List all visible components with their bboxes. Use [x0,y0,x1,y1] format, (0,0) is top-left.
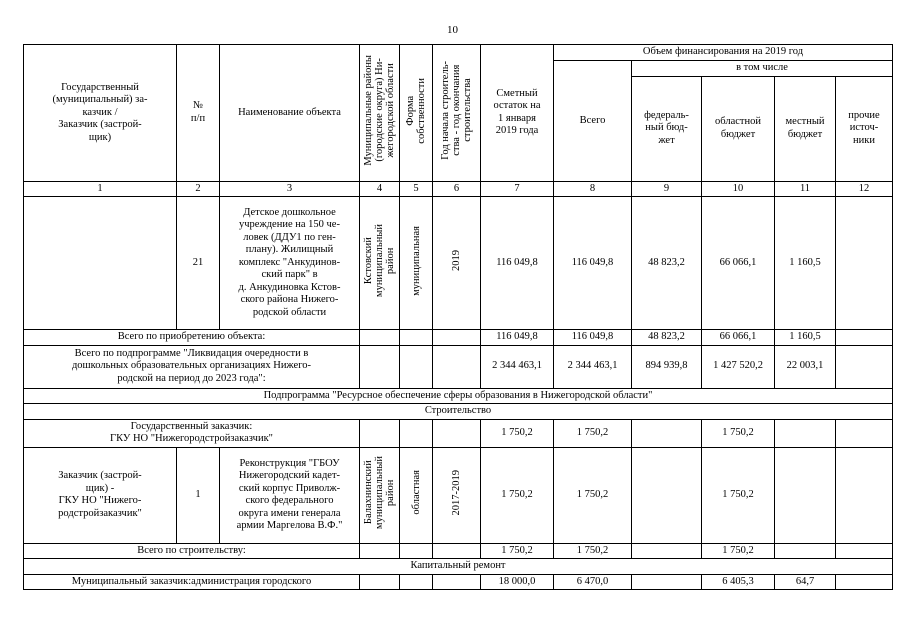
cell-federal: 48 823,2 [632,197,702,330]
cell-regional: 1 750,2 [702,543,775,559]
header-district: Муниципальные районы (городские округа) Ни- жегородской области [360,45,400,182]
col-number: 3 [220,181,360,197]
header-customer: Государственный (муниципальный) за- казчик / Заказчик (застрой- щик) [24,45,177,182]
cell-estimate: 1 750,2 [481,543,554,559]
header-regional: областной бюджет [702,76,775,181]
header-federal: федераль- ный бюд- жет [632,76,702,181]
cell-local: 1 160,5 [775,330,836,346]
cell-object-name: Реконструкция "ГБОУ Нижегородский кадет- ский корпус Приволж- ского федерального округа имени генерала армии Маргелова В.Ф." [220,447,360,543]
cell-ownership: областная [400,447,433,543]
section-title-repair: Капитальный ремонт [24,559,893,575]
cell-regional: 6 405,3 [702,574,775,590]
cell-estimate: 116 049,8 [481,197,554,330]
col-number: 7 [481,181,554,197]
cell-local: 64,7 [775,574,836,590]
col-number: 8 [554,181,632,197]
col-number: 1 [24,181,177,197]
row-label: Всего по строительству: [24,543,360,559]
cell-total: 116 049,8 [554,197,632,330]
col-number: 2 [177,181,220,197]
header-num: № п/п [177,45,220,182]
cell-num: 21 [177,197,220,330]
col-number: 11 [775,181,836,197]
header-including: в том числе [632,61,893,77]
cell-local: 1 160,5 [775,197,836,330]
header-funding-group: Объем финансирования на 2019 год [554,45,893,61]
col-number: 6 [433,181,481,197]
cell-estimate: 116 049,8 [481,330,554,346]
cell-district: Кстовский муниципальный район [360,197,400,330]
cell-customer: Заказчик (застрой- щик) - ГКУ НО "Нижего- родстройзаказчик" [24,447,177,543]
row-label: Государственный заказчик: ГКУ НО "Нижегородстройзаказчик" [24,419,360,447]
col-number: 5 [400,181,433,197]
row-label: Всего по подпрограмме "Ликвидация очередности в дошкольных образовательных организациях Нижего- родской на период до 2023 года": [24,345,360,388]
col-number: 9 [632,181,702,197]
header-estimate-balance: Сметный остаток на 1 января 2019 года [481,45,554,182]
cell-other [836,197,893,330]
cell-district: Балахнинский муниципальный район [360,447,400,543]
cell-num: 1 [177,447,220,543]
header-ownership: Форма собственности [400,45,433,182]
subprogram-title: Подпрограмма "Ресурсное обеспечение сферы образования в Нижегородской области" [24,388,893,404]
cell-regional: 66 066,1 [702,330,775,346]
cell-regional: 1 427 520,2 [702,345,775,388]
cell-total: 116 049,8 [554,330,632,346]
cell-total: 1 750,2 [554,419,632,447]
table-row-total-subprogram [24,345,893,388]
table-row-total-construction [24,543,893,559]
cell-regional: 66 066,1 [702,197,775,330]
cell-years: 2019 [433,197,481,330]
cell-estimate: 1 750,2 [481,419,554,447]
table-row [24,197,893,330]
financing-table [23,44,893,590]
col-number: 10 [702,181,775,197]
header-local: местный бюджет [775,76,836,181]
table-row-state-customer [24,419,893,447]
cell-customer [24,197,177,330]
table-row [24,447,893,543]
cell-object-name: Детское дошкольное учреждение на 150 че- ловек (ДДУ1 по ген- плану). Жилищный комплекс "Анкудинов- ский парк" в д. Анкудиновка Кстов- ского района Нижего- родской области [220,197,360,330]
cell-estimate: 2 344 463,1 [481,345,554,388]
cell-total: 2 344 463,1 [554,345,632,388]
cell-ownership: муниципальная [400,197,433,330]
cell-federal: 48 823,2 [632,330,702,346]
table-row-municipal-customer [24,574,893,590]
cell-total: 6 470,0 [554,574,632,590]
column-numbers-row [24,181,893,197]
header-years: Год начала строитель- ства - год окончания строительства [433,45,481,182]
header-object-name: Наименование объекта [220,45,360,182]
cell-regional: 1 750,2 [702,447,775,543]
cell-local: 22 003,1 [775,345,836,388]
cell-estimate: 1 750,2 [481,447,554,543]
header-total: Всего [554,61,632,182]
row-label: Всего по приобретению объекта: [24,330,360,346]
cell-total: 1 750,2 [554,447,632,543]
col-number: 12 [836,181,893,197]
table-row-total-acquisition [24,330,893,346]
col-number: 4 [360,181,400,197]
cell-regional: 1 750,2 [702,419,775,447]
row-label: Муниципальный заказчик:администрация городского [24,574,360,590]
cell-estimate: 18 000,0 [481,574,554,590]
section-title-construction: Строительство [24,404,893,420]
cell-total: 1 750,2 [554,543,632,559]
cell-federal: 894 939,8 [632,345,702,388]
header-other: прочие источ- ники [836,76,893,181]
page-number: 10 [447,24,458,36]
cell-years: 2017-2019 [433,447,481,543]
